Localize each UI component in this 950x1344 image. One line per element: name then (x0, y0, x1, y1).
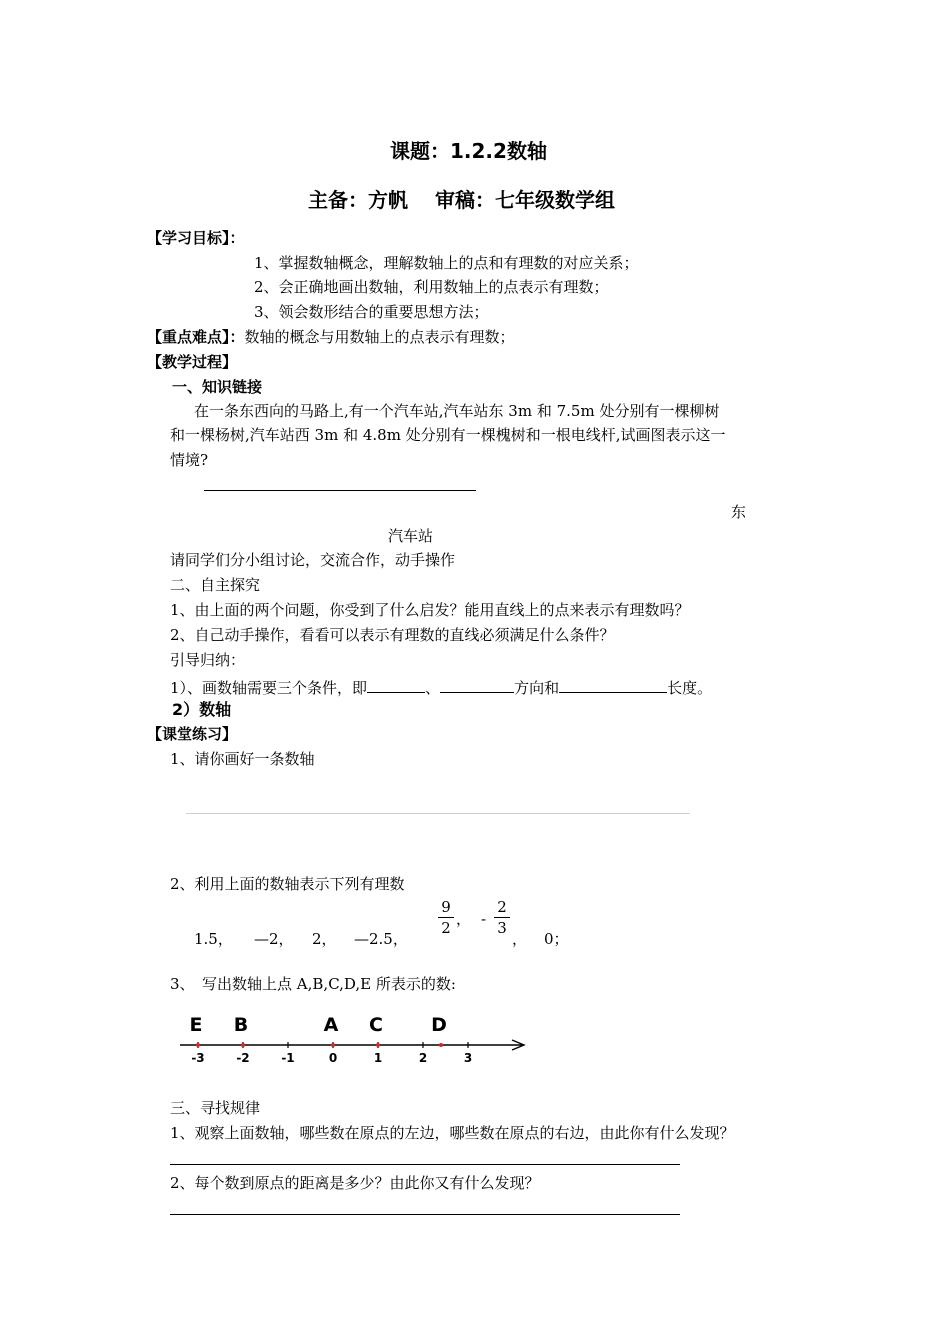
practice-question-1: 1、请你画好一条数轴 (170, 750, 315, 768)
section1-paragraph-line: 在一条东西向的马路上,有一个汽车站,汽车站东 3m 和 7.5m 处分别有一棵柳树 (194, 402, 720, 420)
number-line-axis (180, 1040, 524, 1050)
fraction-numerator: 9 (438, 900, 454, 918)
keypoints-heading: 【重点难点】： (147, 328, 245, 346)
number-item: 2， (312, 930, 337, 948)
section2-heading: 二、自主探究 (170, 576, 261, 594)
fraction-two-thirds (494, 900, 510, 936)
number-line-tick-label: -3 (191, 1051, 205, 1065)
number-line-point (331, 1043, 335, 1047)
east-label: 东 (731, 503, 747, 521)
section3-question-1: 1、观察上面数轴，哪些数在原点的左边，哪些数在原点的右边，由此你有什么发现？ (170, 1124, 735, 1142)
objective-item: 2、会正确地画出数轴，利用数轴上的点表示有理数； (254, 278, 609, 296)
section3-heading: 三、寻找规律 (170, 1099, 261, 1117)
fill-separator: 、 (425, 679, 441, 697)
number-line-point-label: D (431, 1014, 447, 1036)
number-line-tick-label: 0 (328, 1051, 338, 1065)
number-line-tick-label: 1 (373, 1051, 383, 1065)
section1-paragraph-line: 和一棵杨树,汽车站西 3m 和 4.8m 处分别有一棵槐树和一根电线杆,试画图表示这一 (170, 426, 726, 444)
section1-heading: 一、知识链接 (172, 378, 263, 396)
number-line-point (439, 1043, 443, 1047)
answer-line[interactable] (170, 1164, 680, 1165)
keypoints-text: 数轴的概念与用数轴上的点表示有理数； (244, 328, 515, 346)
objective-item: 1、掌握数轴概念，理解数轴上的点和有理数的对应关系； (254, 254, 639, 272)
number-line-point (241, 1043, 245, 1047)
page-subtitle: 主备：方帆 审稿：七年级数学组 (308, 188, 615, 212)
section2-question-2: 2、自己动手操作，看看可以表示有理数的直线必须满足什么条件？ (170, 626, 615, 644)
section3-question-2: 2、每个数到原点的距离是多少？由此你又有什么发现？ (170, 1174, 540, 1192)
answer-blank-2[interactable] (440, 678, 514, 693)
objective-item: 3、领会数形结合的重要思想方法； (254, 303, 489, 321)
number-line-point-label: A (323, 1014, 339, 1036)
number-item: —2， (254, 930, 294, 948)
number-line-tick-label: 3 (463, 1051, 473, 1065)
fill-in-line (170, 678, 712, 696)
practice-heading: 【课堂练习】 (147, 725, 238, 743)
drawing-line[interactable] (186, 813, 690, 814)
number-line-point (376, 1043, 380, 1047)
answer-blank-3[interactable] (559, 678, 667, 693)
fraction-comma: ， (456, 910, 472, 928)
process-heading: 【教学过程】 (147, 353, 238, 371)
discussion-prompt: 请同学们分小组讨论，交流合作，动手操作 (170, 551, 456, 569)
fill-prefix: 1）、画数轴需要三个条件，即 (170, 679, 368, 697)
number-item: —2.5， (354, 930, 408, 948)
fraction-numerator: 2 (494, 900, 510, 918)
section2-question-1: 1、由上面的两个问题，你受到了什么启发？能用直线上的点来表示有理数吗？ (170, 601, 690, 619)
guide-label: 引导归纳： (170, 651, 246, 669)
station-label: 汽车站 (388, 527, 434, 545)
number-line-tick-label: 2 (418, 1051, 428, 1065)
fraction-nine-halves (438, 900, 454, 936)
number-item-zero: 0； (544, 930, 569, 948)
answer-line[interactable] (170, 1214, 680, 1215)
road-line (204, 490, 476, 491)
number-line-tick-label: -1 (281, 1051, 295, 1065)
fraction-denominator: 3 (497, 919, 507, 937)
fill-suffix: 长度。 (667, 679, 713, 697)
number-line-tick-label: -2 (236, 1051, 250, 1065)
practice-question-2: 2、利用上面的数轴表示下列有理数 (170, 875, 405, 893)
number-line-figure (176, 1008, 536, 1068)
objectives-heading: 【学习目标】： (147, 229, 245, 247)
number-line-point-label: B (233, 1014, 249, 1036)
number-item: 1.5， (194, 930, 233, 948)
section1-paragraph-line: 情境? (170, 451, 209, 469)
number-line-point-label: E (189, 1014, 203, 1036)
answer-blank-1[interactable] (367, 678, 425, 693)
number-line-point (196, 1043, 200, 1047)
fraction-comma: ， (512, 930, 528, 948)
fill-middle: 方向和 (514, 679, 560, 697)
page-title: 课题：1.2.2数轴 (390, 139, 547, 163)
practice-question-3: 3、 写出数轴上点 A,B,C,D,E 所表示的数: (170, 975, 456, 993)
section2-item-2: 2）数轴 (172, 700, 232, 719)
fraction-denominator: 2 (441, 919, 451, 937)
negative-sign: - (481, 910, 487, 928)
number-line-point-label: C (369, 1014, 383, 1036)
keypoints-line (147, 330, 515, 345)
